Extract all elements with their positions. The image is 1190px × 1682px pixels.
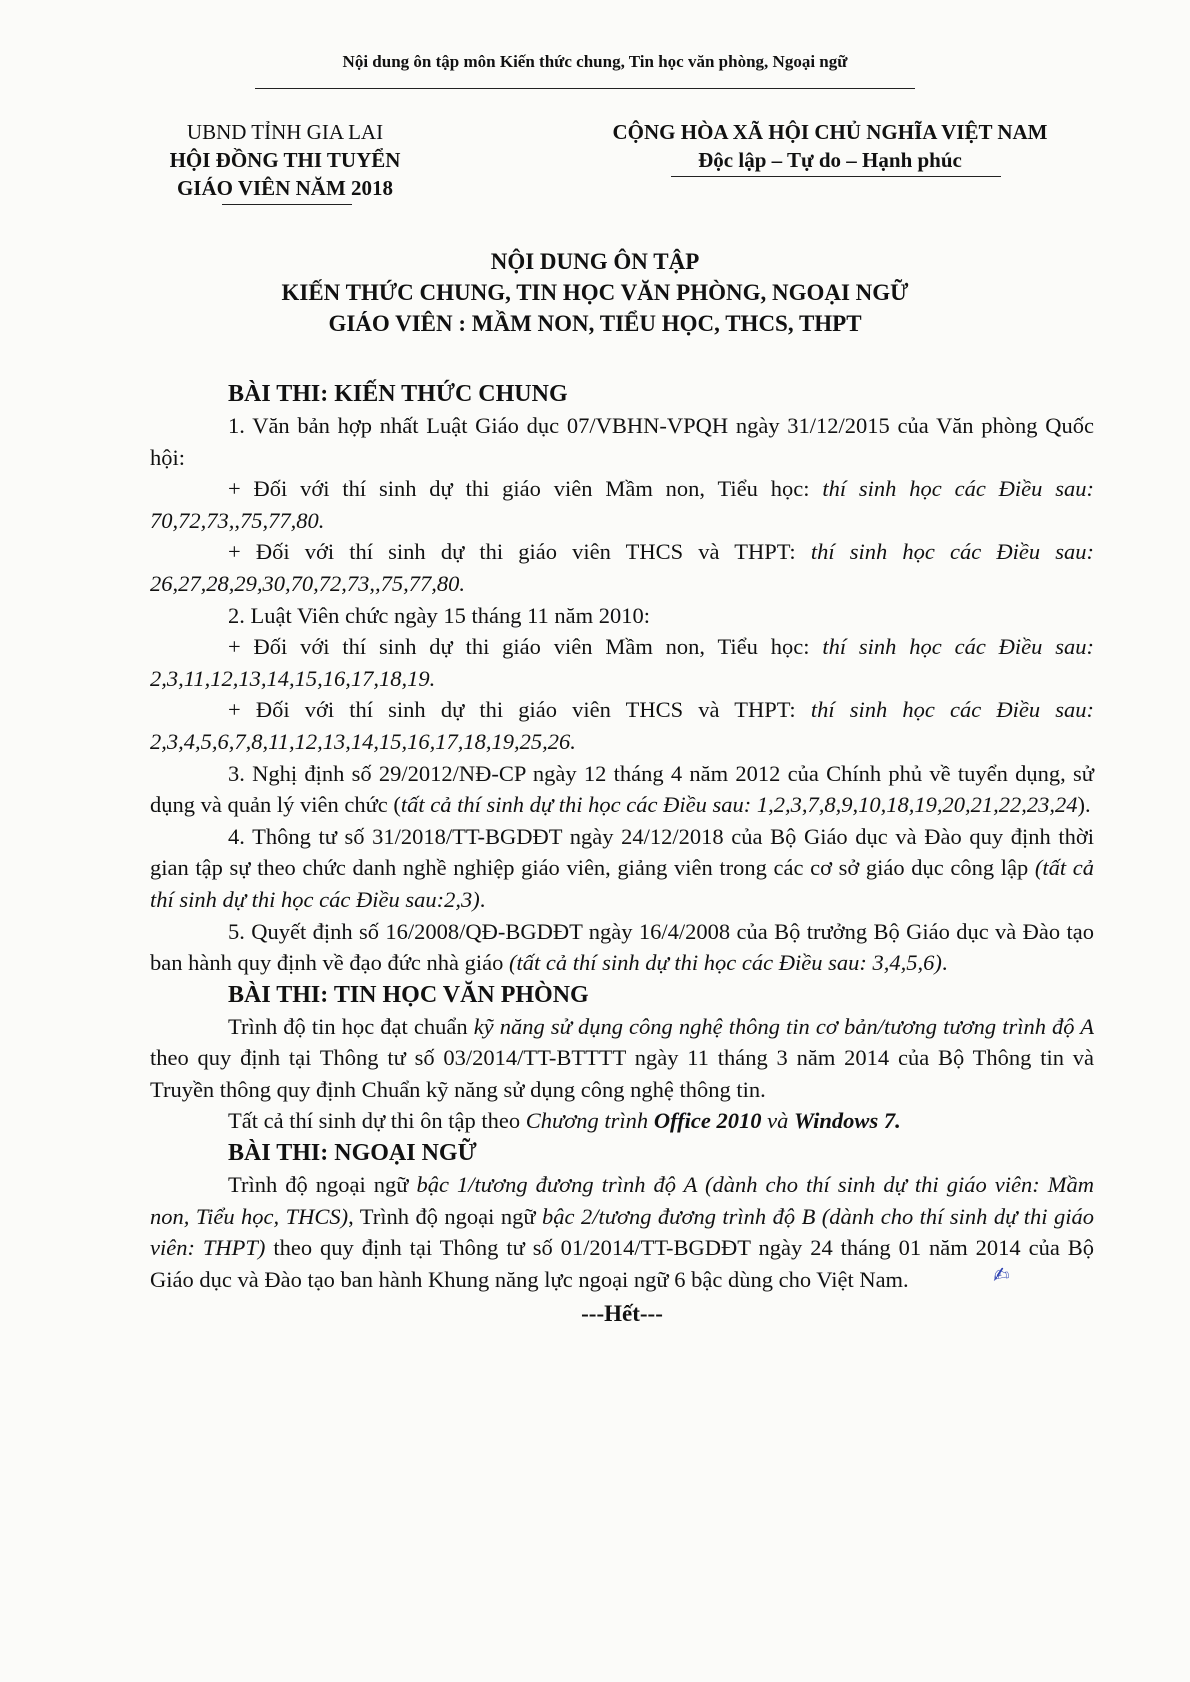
fl-p1-c: , Trình độ ngoại ngữ <box>348 1203 542 1229</box>
item-5 <box>150 916 1094 979</box>
office-it-p2-b: Chương trình <box>525 1108 654 1134</box>
office-it-p1-c: theo quy định tại Thông tư số 03/2014/TT-BTTTT ngày 11 tháng 3 năm 2014 của Bộ Thông tin và Truyền thông quy định Chuẩn kỹ năng sử dụng công nghệ thông tin. <box>150 1045 1094 1102</box>
item-1 <box>150 410 1094 473</box>
item-2-text: 2. Luật Viên chức ngày 15 tháng 11 năm 2010: <box>228 602 651 628</box>
fl-p1-d: bậc 2/tương đương trình độ B (dành cho thí sinh dự thi giáo viên: THPT) <box>150 1203 1094 1261</box>
handwritten-initials: ✍ <box>990 1261 1011 1288</box>
fl-p1-a: Trình độ ngoại ngữ <box>228 1172 417 1198</box>
item-1-a <box>150 473 1094 536</box>
item-2-a-articles: thí sinh học các Điều sau: 2,3,11,12,13,14,15,16,17,18,19. <box>150 634 1094 691</box>
item-4 <box>150 821 1094 916</box>
item-3-text: 3. Nghị định số 29/2012/NĐ-CP ngày 12 tháng 4 năm 2012 của Chính phủ về tuyển dụng, sử dụng và quản lý viên chức ( <box>150 760 1094 818</box>
office-it-p1-b: kỹ năng sử dụng công nghệ thông tin cơ bản/tương tương trình độ A <box>473 1013 1094 1039</box>
motto-underline <box>671 176 1001 177</box>
fl-p1-e: theo quy định tại Thông tư số 01/2014/TT-BGDĐT ngày 24 tháng 01 năm 2014 của Bộ Giáo dục và Đào tạo ban hành Khung năng lực ngoại ngữ 6 bậc dùng cho Việt Nam. <box>150 1235 1095 1292</box>
org-line-1: UBND TỈNH GIA LAI <box>186 120 384 144</box>
item-2-a-text: + Đối với thí sinh dự thi giáo viên Mầm non, Tiểu học: <box>228 634 823 660</box>
item-1-b-articles: thí sinh học các Điều sau: 26,27,28,29,30,70,72,73,,75,77,80. <box>150 539 1094 596</box>
running-header: Nội dung ôn tập môn Kiến thức chung, Tin học văn phòng, Ngoại ngữ <box>342 52 848 71</box>
nation-motto: Độc lập – Tự do – Hạnh phúc <box>698 148 962 172</box>
nation-name: CỘNG HÒA XÃ HỘI CHỦ NGHĨA VIỆT NAM <box>612 120 1048 144</box>
title-line-1: NỘI DUNG ÔN TẬP <box>490 249 700 274</box>
item-5-articles: (tất cả thí sinh dự thi học các Điều sau: 3,4,5,6) <box>508 950 942 976</box>
item-4-articles: (tất cả thí sinh dự thi học các Điều sau:2,3) <box>150 855 1095 912</box>
office-it-p2-d: và <box>761 1108 794 1134</box>
national-motto-block <box>560 118 1100 174</box>
item-2-b-text: + Đối với thí sinh dự thi giáo viên THCS và THPT: <box>228 697 811 723</box>
office-it-p2-e: Windows 7. <box>794 1108 901 1134</box>
section-heading-general-knowledge: BÀI THI: KIẾN THỨC CHUNG <box>228 381 568 407</box>
org-line-2: HỘI ĐỒNG THI TUYỂN <box>169 148 401 172</box>
item-2 <box>150 600 1094 632</box>
org-underline <box>222 204 352 205</box>
office-it-p2-a: Tất cả thí sinh dự thi ôn tập theo <box>228 1108 526 1134</box>
item-3-end: ). <box>1077 792 1091 818</box>
office-it-paragraph-2 <box>150 1105 1094 1137</box>
office-it-paragraph-1 <box>150 1011 1094 1106</box>
org-line-3: GIÁO VIÊN NĂM 2018 <box>176 176 394 200</box>
item-2-b <box>150 694 1094 757</box>
title-line-3: GIÁO VIÊN : MẦM NON, TIỂU HỌC, THCS, THPT <box>328 311 862 336</box>
item-5-text: 5. Quyết định số 16/2008/QĐ-BGDĐT ngày 16/4/2008 của Bộ trưởng Bộ Giáo dục và Đào tạo ban hành quy định về đạo đức nhà giáo <box>150 918 1094 976</box>
title-line-2: KIẾN THỨC CHUNG, TIN HỌC VĂN PHÒNG, NGOẠI NGỮ <box>281 280 909 305</box>
item-2-a <box>150 631 1094 694</box>
item-1-text: 1. Văn bản hợp nhất Luật Giáo dục 07/VBHN-VPQH ngày 31/12/2015 của Văn phòng Quốc hội: <box>150 413 1094 470</box>
foreign-language-paragraph <box>150 1169 1094 1296</box>
item-3 <box>150 758 1094 821</box>
item-1-b <box>150 536 1094 599</box>
office-it-p2-c: Office 2010 <box>653 1108 762 1134</box>
document-body <box>150 378 1094 1330</box>
item-4-text: 4. Thông tư số 31/2018/TT-BGDĐT ngày 24/12/2018 của Bộ Giáo dục và Đào quy định thời gian tập sự theo chức danh nghề nghiệp giáo viên, giảng viên trong các cơ sở giáo dục công lập <box>150 823 1094 881</box>
document-title <box>0 246 1190 339</box>
item-1-a-text: + Đối với thí sinh dự thi giáo viên Mầm non, Tiểu học: <box>228 476 823 502</box>
office-it-p1-a: Trình độ tin học đạt chuẩn <box>228 1013 474 1039</box>
section-heading-foreign-language: BÀI THI: NGOẠI NGỮ <box>228 1140 477 1167</box>
item-1-b-text: + Đối với thí sinh dự thi giáo viên THCS và THPT: <box>228 539 811 565</box>
item-5-end: . <box>941 950 948 976</box>
issuing-organization <box>140 118 430 202</box>
item-2-b-articles: thí sinh học các Điều sau: 2,3,4,5,6,7,8,11,12,13,14,15,16,17,18,19,25,26. <box>150 697 1094 754</box>
item-4-end: . <box>479 886 486 912</box>
fl-p1-b: bậc 1/tương đương trình độ A (dành cho thí sinh dự thi giáo viên: Mầm non, Tiểu học, THCS) <box>150 1172 1094 1229</box>
item-1-a-articles: thí sinh học các Điều sau: 70,72,73,,75,77,80. <box>150 476 1094 533</box>
header-divider <box>255 88 915 89</box>
item-3-articles: tất cả thí sinh dự thi học các Điều sau: 1,2,3,7,8,9,10,18,19,20,21,22,23,24 <box>400 792 1078 818</box>
section-heading-office-it: BÀI THI: TIN HỌC VĂN PHÒNG <box>228 981 589 1008</box>
end-mark: ---Hết--- <box>581 1301 663 1327</box>
